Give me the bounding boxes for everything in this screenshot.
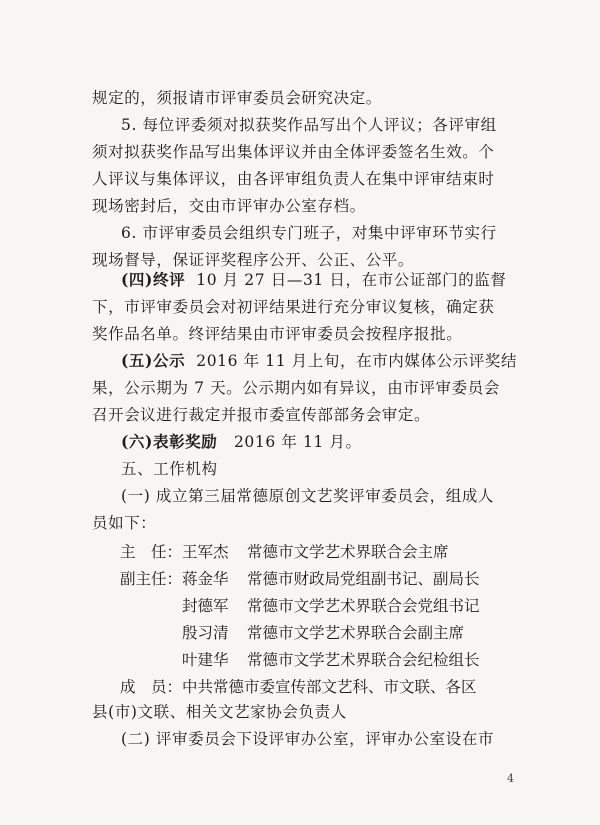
paragraph-line: 下，市评审委员会对初评结果进行充分审议复核，确定获: [92, 298, 495, 316]
paragraph-line: (一) 成立第三届常德原创文艺奖评审委员会，组成人: [121, 487, 495, 505]
members-role-label: 成 员：: [120, 678, 183, 696]
director-role-label: 主 任：: [120, 543, 183, 561]
award-paragraph: [121, 432, 541, 452]
paragraph-line: 人评议与集体评议，由各评审组负责人在集中评审结束时: [92, 170, 495, 188]
paragraph-line: 奖作品名单。终评结果由市评审委员会按程序报批。: [92, 325, 463, 343]
paragraph-line: 6. 市评审委员会组织专门班子，对集中评审环节实行: [121, 224, 497, 242]
member-post: 常德市文学艺术界联合会主席: [247, 543, 449, 561]
member-name: 封德军: [182, 597, 229, 615]
paragraph-line: 须对拟获奖作品写出集体评议并由全体评委签名生效。个: [92, 143, 495, 161]
final-review-heading: (四)终评: [121, 270, 186, 289]
member-name: 蒋金华: [182, 570, 229, 588]
paragraph-line: 现场密封后，交由市评审办公室存档。: [92, 197, 366, 215]
paragraph-line: 果，公示期为 7 天。公示期内如有异议，由市评审委员会: [92, 379, 500, 397]
paragraph-text: 2016 年 11 月上旬，在市内媒体公示评奖结: [196, 352, 518, 370]
publicity-heading: (五)公示: [121, 351, 186, 370]
paragraph-text: 2016 年 11 月。: [233, 433, 362, 451]
deputy-role-label: 副主任：: [120, 570, 183, 588]
member-name: 王军杰: [182, 543, 229, 561]
paragraph-line: 召开会议进行裁定并报市委宣传部部务会审定。: [92, 406, 431, 424]
final-review-paragraph: [121, 270, 541, 290]
member-post: 常德市文学艺术界联合会党组书记: [247, 597, 480, 615]
member-post: 常德市文学艺术界联合会副主席: [247, 624, 465, 642]
page-number: 4: [507, 772, 514, 785]
section-heading: 五、工作机构: [121, 460, 218, 478]
member-post: 常德市财政局党组副书记、副局长: [247, 570, 480, 588]
paragraph-line: 县(市)文联、相关文艺家协会负责人: [92, 703, 347, 721]
paragraph-line: (二) 评审委员会下设评审办公室，评审办公室设在市: [121, 730, 495, 748]
member-name: 殷习清: [182, 624, 229, 642]
paragraph-line: 员如下：: [92, 514, 157, 532]
members-list: 中共常德市委宣传部文艺科、市文联、各区: [182, 678, 477, 696]
member-post: 常德市文学艺术界联合会纪检组长: [247, 651, 480, 669]
member-name: 叶建华: [182, 651, 229, 669]
paragraph-line: 5. 每位评委须对拟获奖作品写出个人评议；各评审组: [121, 116, 497, 134]
paragraph-line: 规定的，须报请市评审委员会研究决定。: [92, 89, 382, 107]
award-heading: (六)表彰奖励: [121, 432, 218, 451]
publicity-paragraph: [121, 351, 541, 371]
paragraph-text: 10 月 27 日—31 日，在市公证部门的监督: [196, 271, 507, 289]
paragraph-line: 现场督导，保证评奖程序公开、公正、公平。: [92, 251, 415, 269]
